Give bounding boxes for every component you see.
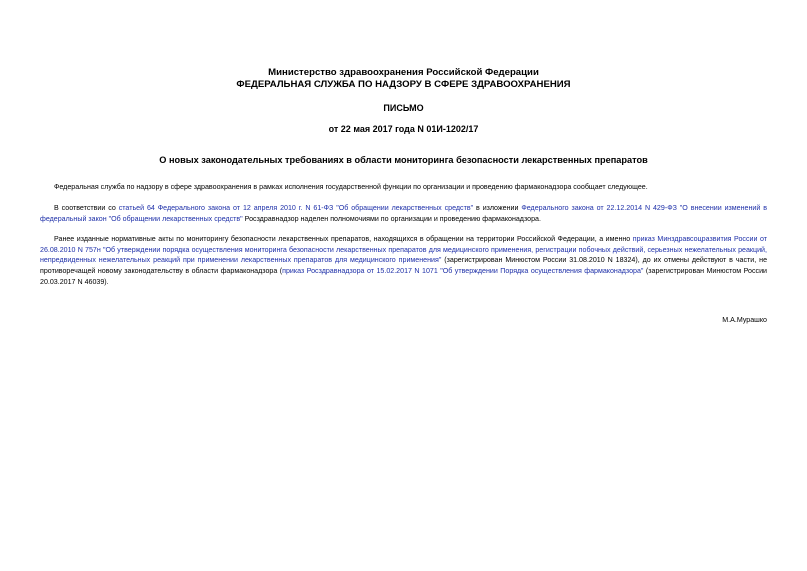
document-header <box>0 67 807 91</box>
service-name: ФЕДЕРАЛЬНАЯ СЛУЖБА ПО НАДЗОРУ В СФЕРЕ ЗДРАВООХРАНЕНИЯ <box>236 79 571 90</box>
paragraph-prior-acts <box>40 234 767 288</box>
text-segment: Росздравнадзор наделен полномочиями по организации и проведению фармаконадзора. <box>242 214 541 223</box>
ministry-name: Министерство здравоохранения Российской Федерации <box>268 67 539 78</box>
link-law-429fz[interactable]: Федерального закона от 22.12.2014 N 429-ФЗ "О внесении изменений в федеральный закон "Об обращении лекарственных средств" <box>40 204 768 223</box>
link-order-1071[interactable]: приказ Росздравнадзора от 15.02.2017 N 1071 "Об утверждении Порядка осуществления фармаконадзора" <box>282 267 644 276</box>
document-type: ПИСЬМО <box>383 103 424 113</box>
text-segment: (зарегистрирован Минюстом России 20.03.2017 N 46039). <box>40 267 767 286</box>
text-segment: (зарегистрирован Минюстом России 31.08.2010 N 18324), до их отмены действуют в части, не противоречащей новому законодательству в области фармаконадзора ( <box>40 256 768 276</box>
document-subject: О новых законодательных требованиях в области мониторинга безопасности лекарственных препаратов <box>159 155 648 165</box>
document-date: от 22 мая 2017 года N 01И-1202/17 <box>328 124 479 134</box>
paragraph-legal-basis <box>40 203 767 224</box>
link-article-64-law-61fz[interactable]: статьей 64 Федерального закона от 12 апреля 2010 г. N 61-ФЗ "Об обращении лекарственных средств" <box>118 204 474 212</box>
paragraph-intro: Федеральная служба по надзору в сфере здравоохранения в рамках исполнения государственной функции по организации и проведению фармаконадзора сообщает следующее. <box>54 183 648 191</box>
link-order-757n[interactable]: приказ Минздравсоцразвития России от 26.08.2010 N 757н "Об утверждении порядка осуществления мониторинга безопасности лекарственных препаратов для медицинского применения, регистрации побочных действий, серьезных нежелательных реакций, непредвиденных нежелательных реакций при применении лекарственных препаратов для медицинского применения" <box>40 235 768 265</box>
text-segment: В соответствии со <box>54 204 119 212</box>
text-segment: Ранее изданные нормативные акты по мониторингу безопасности лекарственных препаратов, находящихся в обращении на территории Российской Федерации, а именно <box>54 235 633 243</box>
text-segment: в изложении <box>473 204 522 212</box>
signature: М.А.Мурашко <box>722 316 767 324</box>
